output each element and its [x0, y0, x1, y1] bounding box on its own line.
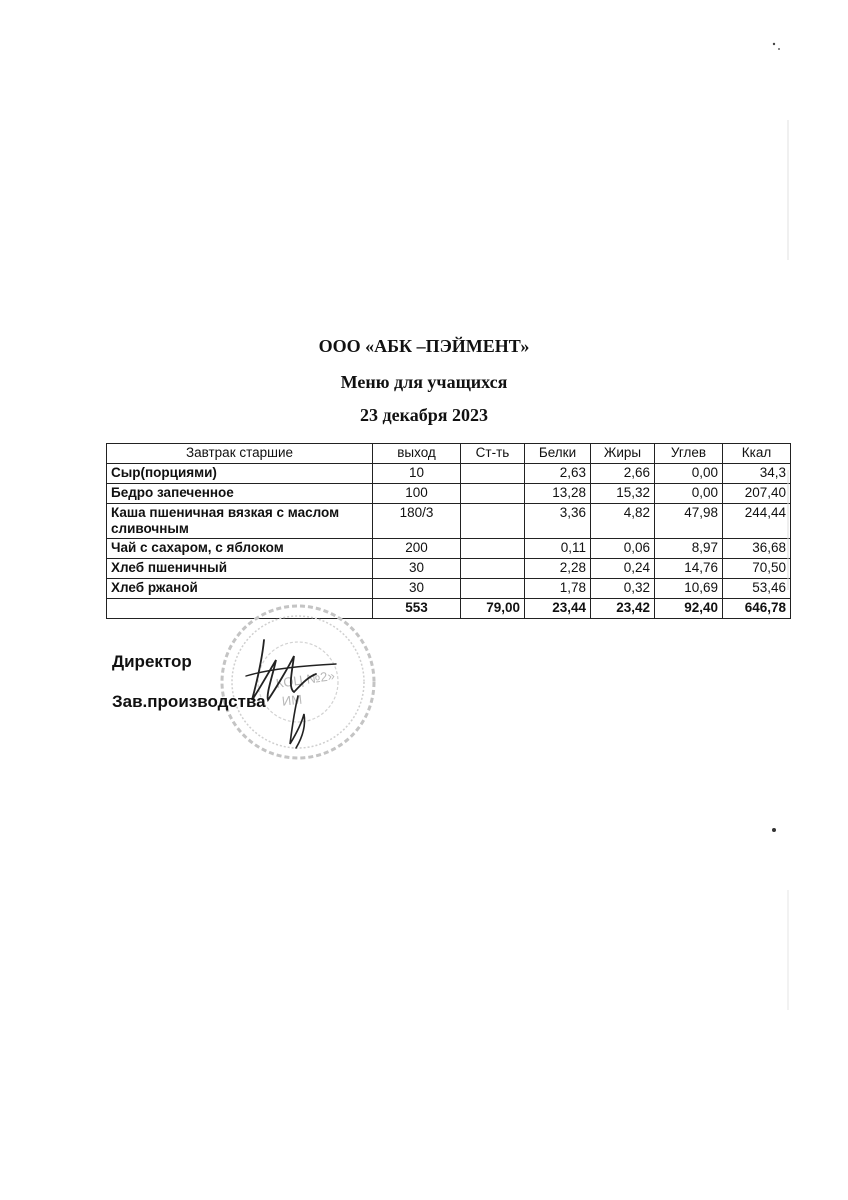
- dish-name: Чай с сахаром, с яблоком: [107, 539, 373, 559]
- protein-cell: 2,63: [525, 464, 591, 484]
- dish-name: Сыр(порциями): [107, 464, 373, 484]
- protein-cell: 0,11: [525, 539, 591, 559]
- portion-output: 10: [373, 464, 461, 484]
- menu-subtitle: Меню для учащихся: [340, 372, 508, 392]
- protein-cell: 1,78: [525, 579, 591, 599]
- total-cost: 79,00: [461, 599, 525, 619]
- menu-date: 23 декабря 2023: [360, 405, 488, 425]
- kcal-cell: 36,68: [723, 539, 791, 559]
- total-row: [107, 599, 791, 619]
- protein-cell: 3,36: [525, 504, 591, 539]
- column-header: Жиры: [591, 444, 655, 464]
- dish-name: Хлеб пшеничный: [107, 559, 373, 579]
- total-output: 553: [373, 599, 461, 619]
- portion-output: 200: [373, 539, 461, 559]
- protein-cell: 2,28: [525, 559, 591, 579]
- protein-cell: 13,28: [525, 484, 591, 504]
- stamp-text: ИМ: [281, 691, 303, 709]
- carbs-cell: 14,76: [655, 559, 723, 579]
- cost-cell: [461, 579, 525, 599]
- carbs-cell: 0,00: [655, 464, 723, 484]
- portion-output: 30: [373, 579, 461, 599]
- table-row: [107, 484, 791, 504]
- kcal-cell: 53,46: [723, 579, 791, 599]
- scan-speck: [770, 40, 784, 54]
- table-row: [107, 559, 791, 579]
- column-header: Углев: [655, 444, 723, 464]
- kcal-cell: 34,3: [723, 464, 791, 484]
- cost-cell: [461, 559, 525, 579]
- fat-cell: 4,82: [591, 504, 655, 539]
- carbs-cell: 8,97: [655, 539, 723, 559]
- total-kcal: 646,78: [723, 599, 791, 619]
- kcal-cell: 244,44: [723, 504, 791, 539]
- scan-speck: [770, 826, 778, 834]
- fat-cell: 2,66: [591, 464, 655, 484]
- table-row: [107, 539, 791, 559]
- company-name: ООО «АБК –ПЭЙМЕНТ»: [318, 336, 530, 356]
- total-fat: 23,42: [591, 599, 655, 619]
- table-header-row: [107, 444, 791, 464]
- column-header: Ккал: [723, 444, 791, 464]
- carbs-cell: 0,00: [655, 484, 723, 504]
- carbs-cell: 47,98: [655, 504, 723, 539]
- production-head-label: Зав.производства: [112, 692, 266, 711]
- director-label: Директор: [112, 652, 192, 671]
- scan-line: [786, 890, 790, 1010]
- total-carbs: 92,40: [655, 599, 723, 619]
- stamp-text: КОЦ №2»: [274, 667, 336, 692]
- table-row: [107, 504, 791, 539]
- dish-name: Хлеб ржаной: [107, 579, 373, 599]
- column-header: выход: [373, 444, 461, 464]
- table-row: [107, 464, 791, 484]
- portion-output: 100: [373, 484, 461, 504]
- column-header: Белки: [525, 444, 591, 464]
- cost-cell: [461, 539, 525, 559]
- kcal-cell: 207,40: [723, 484, 791, 504]
- portion-output: 30: [373, 559, 461, 579]
- dish-name: Бедро запеченное: [107, 484, 373, 504]
- menu-table: [106, 443, 791, 619]
- cost-cell: [461, 484, 525, 504]
- column-header: Завтрак старшие: [107, 444, 373, 464]
- total-protein: 23,44: [525, 599, 591, 619]
- cost-cell: [461, 504, 525, 539]
- fat-cell: 0,06: [591, 539, 655, 559]
- scan-line: [786, 120, 790, 260]
- cost-cell: [461, 464, 525, 484]
- fat-cell: 0,24: [591, 559, 655, 579]
- carbs-cell: 10,69: [655, 579, 723, 599]
- scan-line: [786, 470, 790, 590]
- fat-cell: 15,32: [591, 484, 655, 504]
- fat-cell: 0,32: [591, 579, 655, 599]
- table-row: [107, 579, 791, 599]
- column-header: Ст-ть: [461, 444, 525, 464]
- portion-output: 180/3: [373, 504, 461, 539]
- dish-name: Каша пшеничная вязкая с маслом сливочным: [107, 504, 373, 539]
- kcal-cell: 70,50: [723, 559, 791, 579]
